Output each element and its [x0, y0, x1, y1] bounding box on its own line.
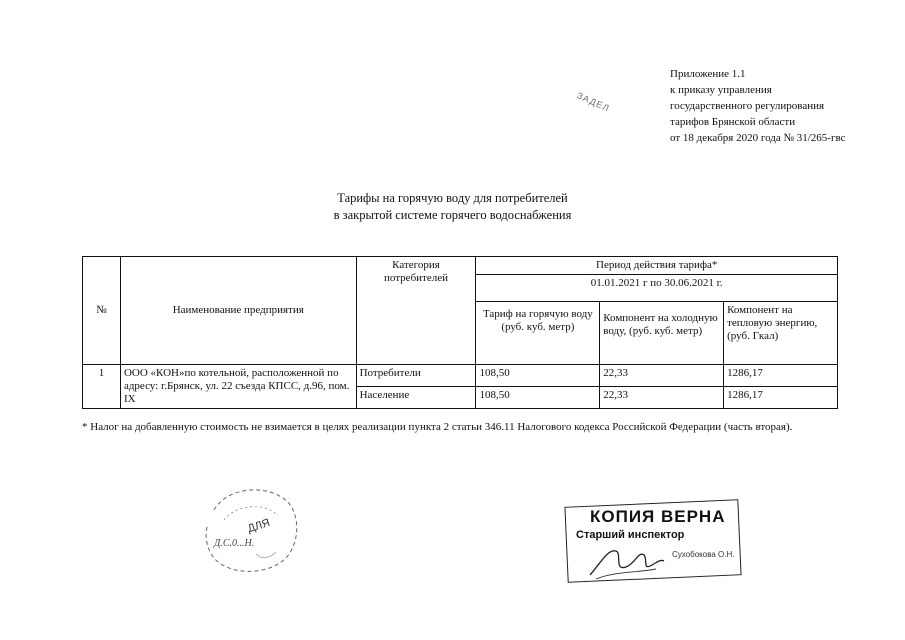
stamp-name: Сухобокова О.Н.	[672, 550, 735, 559]
seal-text-a: ДЛЯ	[246, 516, 272, 536]
tariff-table	[82, 256, 838, 409]
row-category: Население	[356, 387, 476, 409]
header-tariff: Тариф на горячую воду (руб. куб. метр)	[476, 302, 600, 365]
row-company: ООО «КОН»по котельной, расположенной по адресу: г.Брянск, ул. 22 съезда КПСС, д.96, пом. IX	[120, 365, 356, 409]
title-line-1: Тарифы на горячую воду для потребителей	[337, 191, 568, 205]
footnote: * Налог на добавленную стоимость не взимается в целях реализации пункта 2 статьи 346.11 Налогового кодекса Российской Федерации (часть вторая).	[82, 421, 793, 433]
row-tariff: 108,50	[476, 365, 600, 387]
row-cold: 22,33	[600, 365, 724, 387]
row-tariff: 108,50	[476, 387, 600, 409]
header-num: №	[83, 257, 121, 365]
row-cold: 22,33	[600, 387, 724, 409]
faint-stamp-mark: ЗАДЕЛ	[575, 90, 612, 114]
row-num: 1	[83, 365, 121, 409]
row-heat: 1286,17	[724, 387, 838, 409]
header-name: Наименование предприятия	[120, 257, 356, 365]
appendix-line: от 18 декабря 2020 года № 31/265-гвс	[670, 132, 846, 144]
header-period: Период действия тарифа*	[476, 257, 838, 275]
table-row	[83, 365, 838, 387]
document-title	[0, 190, 905, 224]
appendix-line: к приказу управления	[670, 84, 772, 96]
header-cold: Компонент на холодную воду, (руб. куб. метр)	[600, 302, 724, 365]
copy-certified-stamp	[566, 503, 744, 581]
row-category: Потребители	[356, 365, 476, 387]
title-line-2: в закрытой системе горячего водоснабжения	[333, 208, 572, 222]
signature	[586, 541, 666, 581]
appendix-line: Приложение 1.1	[670, 68, 746, 80]
row-heat: 1286,17	[724, 365, 838, 387]
stamp-title: КОПИЯ ВЕРНА	[590, 507, 726, 526]
seal-text-b: Д.С.0...Н.	[214, 538, 255, 549]
appendix-line: государственного регулирования	[670, 100, 825, 112]
appendix-header	[670, 66, 846, 146]
stamp-subtitle: Старший инспектор	[576, 529, 685, 541]
header-dates: 01.01.2021 г по 30.06.2021 г.	[476, 275, 838, 302]
appendix-line: тарифов Брянской области	[670, 116, 796, 128]
header-heat: Компонент на тепловую энергию, (руб. Гкал)	[724, 302, 838, 365]
header-category: Категория потребителей	[356, 257, 476, 365]
round-seal	[196, 480, 306, 580]
